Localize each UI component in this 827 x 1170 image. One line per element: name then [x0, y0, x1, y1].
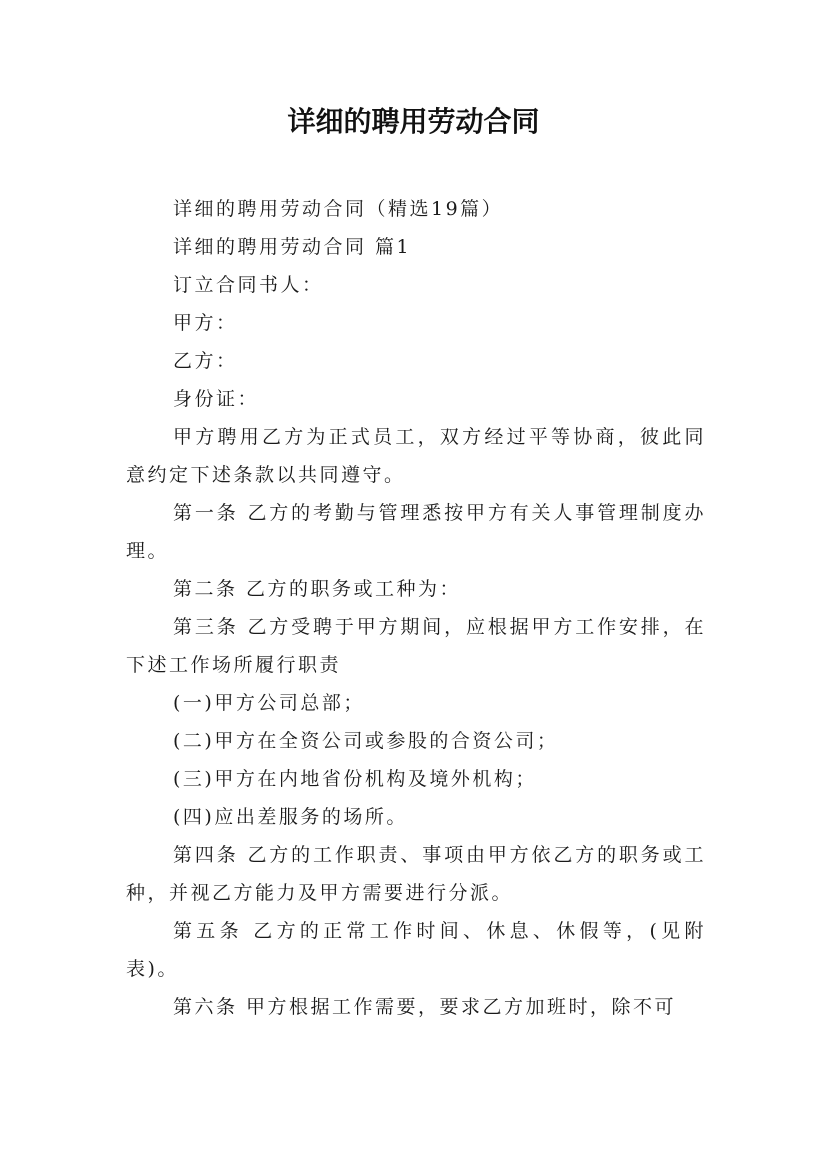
paragraph-preamble: 甲方聘用乙方为正式员工，双方经过平等协商，彼此同意约定下述条款以共同遵守。 — [126, 426, 706, 486]
paragraph-party-b: 乙方： — [173, 350, 238, 372]
paragraph-item-2: (二)甲方在全资公司或参股的合资公司； — [173, 730, 559, 752]
paragraph-collection-title: 详细的聘用劳动合同（精选19篇） — [173, 198, 504, 220]
paragraph-section-heading: 详细的聘用劳动合同 篇1 — [173, 236, 412, 258]
paragraph-item-4: (四)应出差服务的场所。 — [173, 806, 408, 828]
paragraph-article-2: 第二条 乙方的职务或工种为： — [173, 578, 462, 600]
paragraph-article-3: 第三条 乙方受聘于甲方期间，应根据甲方工作安排，在下述工作场所履行职责 — [126, 616, 706, 676]
paragraph-article-5: 第五条 乙方的正常工作时间、休息、休假等，(见附表)。 — [126, 920, 706, 980]
paragraph-party-a: 甲方： — [173, 312, 238, 334]
paragraph-item-3: (三)甲方在内地省份机构及境外机构； — [173, 768, 537, 790]
paragraph-article-6: 第六条 甲方根据工作需要，要求乙方加班时，除不可 — [173, 996, 677, 1018]
paragraph-signatories-label: 订立合同书人： — [173, 274, 324, 296]
paragraph-article-1: 第一条 乙方的考勤与管理悉按甲方有关人事管理制度办理。 — [126, 502, 706, 562]
paragraph-article-4: 第四条 乙方的工作职责、事项由甲方依乙方的职务或工种，并视乙方能力及甲方需要进行分派。 — [126, 844, 706, 904]
paragraph-id-card: 身份证： — [173, 388, 260, 410]
document-title: 详细的聘用劳动合同 — [287, 105, 540, 138]
document-body — [126, 190, 706, 1026]
paragraph-item-1: (一)甲方公司总部； — [173, 692, 365, 714]
